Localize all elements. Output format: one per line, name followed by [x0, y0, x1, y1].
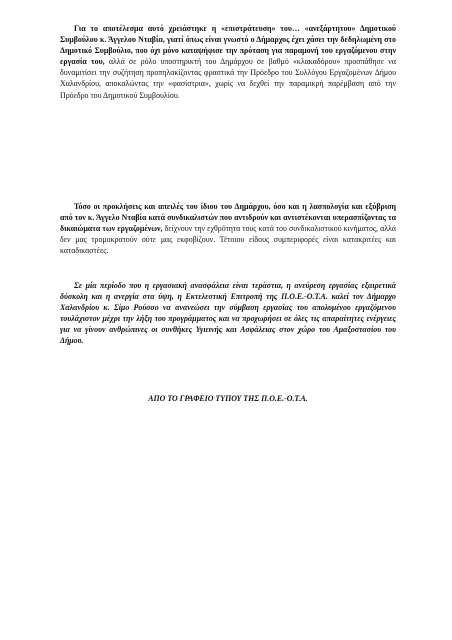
paragraph-1-bold-text: Για το αποτέλεσμα αυτό χρειάστηκε η «επιστράτευση» του… «ανεξάρτητου» Δημοτικού Συμβούλου κ. Άγγελου Νταβία, γιατί όπως είναι γνωστό ο Δήμαρχος έχει χάσει την δεδηλωμένη στο Δημοτικό Συμβούλιο, που όχι μόνο καταψήφισε την πρόταση για παραμονή του εργαζόμενου στην εργασία του, [60, 24, 396, 67]
paragraph-2-bold-text: Τόσο οι προκλήσεις και απειλές του ίδιου του Δημάρχου, όσο και η λασπολογία και εξύβριση από τον κ. Άγγελο Νταβία κατά συνδικαλιστών που αντιδρούν και αντιστέκονται υπερασπίζοντας τα δικαιώματα των εργαζομένων, [60, 202, 396, 234]
signature-line: ΑΠΟ ΤΟ ΓΡΑΦΕΙΟ ΤΥΠΟΥ ΤΗΣ Π.Ο.Ε.-Ο.Τ.Α. [148, 394, 308, 403]
paragraph-3: Σε μία περίοδο που η εργασιακή ανασφάλεια είναι τεράστια, η ανεύρεση εργασίας εξαιρετικά δύσκολη και η ανεργία στα ύψη, η Εκτελεστική Επιτροπή της Π.Ο.Ε.-Ο.Τ.Α. καλεί τον Δήμαρχο Χαλανδρίου κ. Σίμο Ρούσσο να ανανεώσει την σύμβαση εργασίας του απολυμένου εργαζόμενου τουλάχιστον μέχρι την λήξη του προγράμματος και να προχωρήσει σε όλες τις απαραίτητες ενέργειες για να γίνουν ανθρώπινες οι συνθήκες Υγιεινής και Ασφάλειας στον χώρο του Αμαξοστασίου του Δήμου. [60, 281, 396, 346]
paragraph-2-normal-text: δείχνουν την εχθρότητα τους κατά του συνδικαλιστικού κινήματος, αλλά δεν μας τρομοκρατούν ούτε μας εκφοβίζουν. Τέτοιου είδους συμπεριφορές είναι κατακριτέες και καταδικαστέες. [60, 224, 396, 256]
paragraph-2 [60, 201, 396, 256]
paragraph-1-normal-text: αλλά σε ρόλο υποστηρικτή του Δημάρχου σε βαθμό «κλακαδόρου» προσπάθησε να δυναμιτίσει την συζήτηση προπηλακίζοντας φραστικά την Πρόεδρο του Συλλόγου Εργαζομένων Δήμου Χαλανδρίου, αποκαλώντας την «φασίστρια», χωρίς να δεχθεί την παραμικρή παρέμβαση από την Πρόεδρο του Δημοτικού Συμβουλίου. [60, 57, 396, 100]
paragraph-1 [60, 23, 396, 101]
